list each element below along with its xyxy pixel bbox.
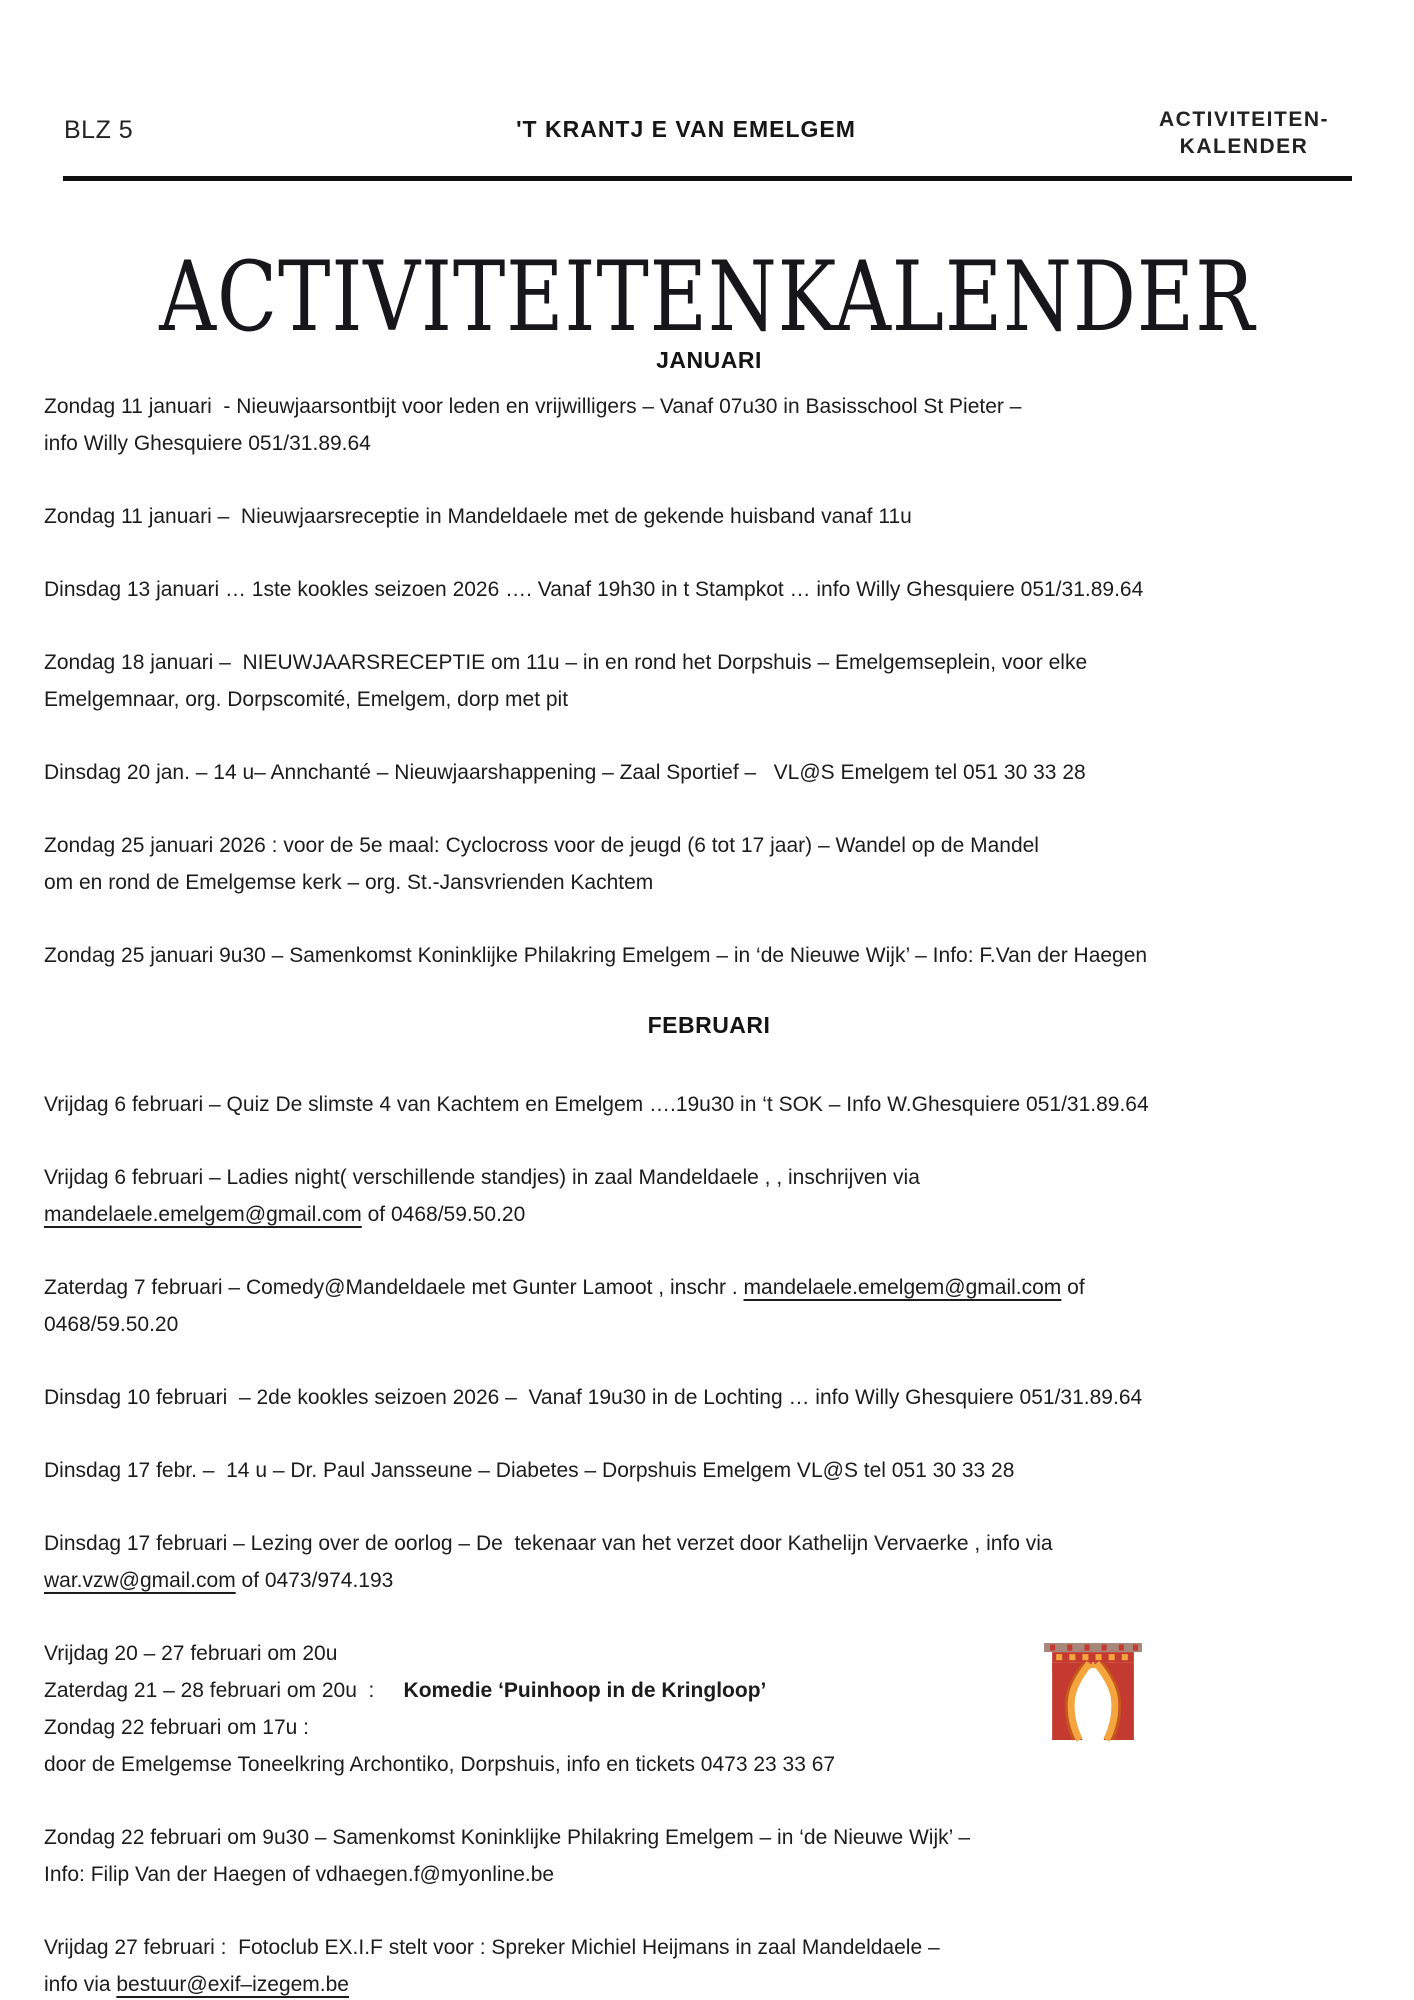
event-text: Vrijdag 27 februari : Fotoclub EX.I.F stelt voor : Spreker Michiel Heijmans in zaal Mandeldaele – bbox=[44, 1936, 940, 1959]
event-text: Dinsdag 17 febr. – 14 u – Dr. Paul Jansseune – Diabetes – Dorpshuis Emelgem VL@S tel 051 30 33 28 bbox=[44, 1459, 1015, 1482]
event-text: Dinsdag 17 februari – Lezing over de oorlog – De tekenaar van het verzet door Kathelijn Vervaerke , info via bbox=[44, 1532, 1053, 1555]
email-link[interactable]: mandelaele.emelgem@gmail.com bbox=[44, 1203, 362, 1226]
event-item bbox=[44, 754, 1374, 791]
event-text: of 0468/59.50.20 bbox=[361, 1203, 526, 1226]
header-divider bbox=[63, 176, 1352, 181]
event-text: Dinsdag 20 jan. – 14 u– Annchanté – Nieuwjaarshappening – Zaal Sportief – VL@S Emelgem tel 051 30 33 28 bbox=[44, 761, 1086, 784]
event-text: Zaterdag 7 februari – Comedy@Mandeldaele met Gunter Lamoot , inschr . bbox=[44, 1276, 744, 1299]
section-heading: FEBRUARI bbox=[647, 1012, 771, 1038]
theater-curtains-icon bbox=[1040, 1643, 1146, 1744]
event-text: Emelgemnaar, org. Dorpscomité, Emelgem, dorp met pit bbox=[44, 688, 569, 711]
page-title: ACTIVITEITENKALENDER bbox=[159, 241, 1255, 354]
event-text: info via bbox=[44, 1973, 117, 1996]
event-item bbox=[44, 1159, 1374, 1233]
event-item bbox=[44, 1635, 1374, 1783]
event-text: Dinsdag 13 januari … 1ste kookles seizoen 2026 …. Vanaf 19h30 in t Stampkot … info Willy Ghesquiere 051/31.89.64 bbox=[44, 578, 1144, 601]
event-text: of 0473/974.193 bbox=[235, 1569, 394, 1592]
event-text: info Willy Ghesquiere 051/31.89.64 bbox=[44, 432, 371, 455]
event-item bbox=[44, 1819, 1374, 1893]
email-link[interactable]: war.vzw@gmail.com bbox=[44, 1569, 236, 1592]
corner-label-line2: KALENDER bbox=[1179, 135, 1309, 158]
event-text: Vrijdag 20 – 27 februari om 20u bbox=[44, 1642, 338, 1665]
page-header bbox=[64, 106, 1350, 160]
section-heading: JANUARI bbox=[656, 347, 762, 373]
theater-curtains-image bbox=[1040, 1643, 1146, 1744]
email-link[interactable]: mandelaele.emelgem@gmail.com bbox=[743, 1276, 1062, 1299]
event-text: Vrijdag 6 februari – Ladies night( verschillende standjes) in zaal Mandeldaele , , inschrijven via bbox=[44, 1166, 920, 1189]
email-link[interactable]: bestuur@exif–izegem.be bbox=[116, 1973, 349, 1996]
event-text: Zondag 18 januari – NIEUWJAARSRECEPTIE om 11u – in en rond het Dorpshuis – Emelgemseplein, voor elke bbox=[44, 651, 1088, 674]
event-item bbox=[44, 644, 1374, 718]
event-text: Zondag 11 januari - Nieuwjaarsontbijt voor leden en vrijwilligers – Vanaf 07u30 in Basisschool St Pieter – bbox=[44, 395, 1022, 418]
event-text: Zondag 25 januari 2026 : voor de 5e maal: Cyclocross voor de jeugd (6 tot 17 jaar) – Wandel op de Mandel bbox=[44, 834, 1039, 857]
event-item bbox=[44, 937, 1374, 974]
corner-label-line1: ACTIVITEITEN- bbox=[1159, 108, 1329, 131]
event-text: Zondag 22 februari om 17u : bbox=[44, 1716, 310, 1739]
event-text: Zondag 22 februari om 9u30 – Samenkomst Koninklijke Philakring Emelgem – in ‘de Nieuwe Wijk’ – bbox=[44, 1826, 971, 1849]
event-item bbox=[44, 827, 1374, 901]
event-text: door de Emelgemse Toneelkring Archontiko, Dorpshuis, info en tickets 0473 23 33 67 bbox=[44, 1753, 836, 1776]
event-text: Zondag 25 januari 9u30 – Samenkomst Koninklijke Philakring Emelgem – in ‘de Nieuwe Wijk’ – Info: F.Van der Haegen bbox=[44, 944, 1148, 967]
event-item bbox=[44, 388, 1374, 462]
event-text: Info: Filip Van der Haegen of vdhaegen.f@myonline.be bbox=[44, 1863, 555, 1886]
calendar-sections bbox=[44, 345, 1374, 2000]
event-text: Dinsdag 10 februari – 2de kookles seizoen 2026 – Vanaf 19u30 in de Lochting … info Willy Ghesquiere 051/31.89.64 bbox=[44, 1386, 1143, 1409]
event-text: of bbox=[1061, 1276, 1085, 1299]
event-item bbox=[44, 571, 1374, 608]
event-item bbox=[44, 1452, 1374, 1489]
event-item bbox=[44, 1525, 1374, 1599]
event-item bbox=[44, 498, 1374, 535]
event-text: Zaterdag 21 – 28 februari om 20u : bbox=[44, 1679, 404, 1702]
calendar-section bbox=[44, 1010, 1374, 2000]
event-item bbox=[44, 1086, 1374, 1123]
event-title-bold: Komedie ‘Puinhoop in de Kringloop’ bbox=[403, 1679, 767, 1702]
calendar-section bbox=[44, 345, 1374, 974]
event-item bbox=[44, 1269, 1374, 1343]
event-item bbox=[44, 1379, 1374, 1416]
event-text: Zondag 11 januari – Nieuwjaarsreceptie in Mandeldaele met de gekende huisband vanaf 11u bbox=[44, 505, 912, 528]
event-text: Vrijdag 6 februari – Quiz De slimste 4 van Kachtem en Emelgem ….19u30 in ‘t SOK – Info W.Ghesquiere 051/31.89.64 bbox=[44, 1093, 1149, 1116]
event-text: om en rond de Emelgemse kerk – org. St.-Jansvrienden Kachtem bbox=[44, 871, 654, 894]
newsletter-title: 'T KRANTJ E VAN EMELGEM bbox=[516, 116, 856, 142]
event-item bbox=[44, 1929, 1374, 2000]
page-number: BLZ 5 bbox=[64, 116, 134, 144]
event-text: 0468/59.50.20 bbox=[44, 1313, 179, 1336]
corner-label bbox=[1138, 106, 1350, 160]
